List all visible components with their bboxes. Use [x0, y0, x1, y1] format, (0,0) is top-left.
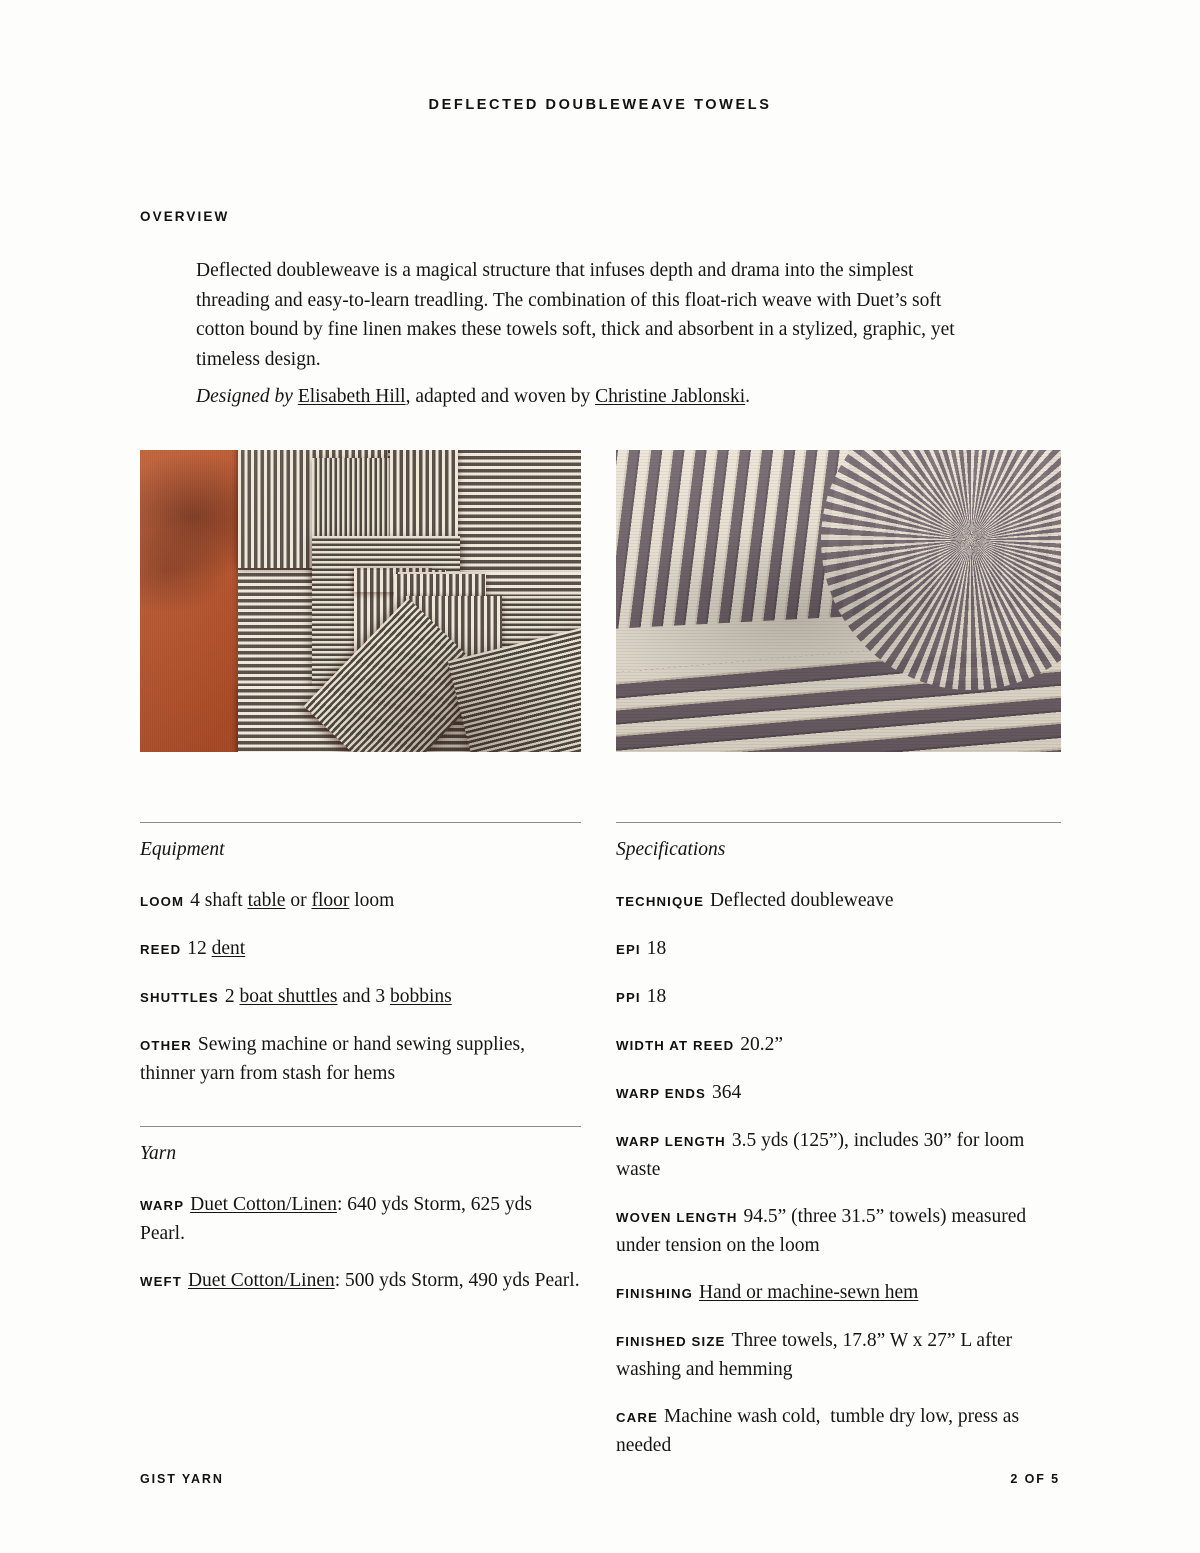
spec-value-text: Deflected doubleweave	[710, 890, 894, 911]
spec-value-text: : 640 yds Storm, 625 yds Pearl.	[140, 1194, 537, 1244]
credit-designer-link[interactable]: Elisabeth Hill	[297, 386, 406, 407]
spec-value-text: loom	[349, 890, 395, 911]
credit-middle: , adapted and woven by	[405, 386, 596, 407]
spec-row-value	[190, 890, 394, 911]
spec-value-link[interactable]: table	[247, 890, 286, 911]
spec-row	[140, 887, 581, 916]
weave-macro-photo	[616, 450, 1061, 752]
spec-value-text: 3.5 yds (125”), includes 30” for loom waste	[616, 1130, 1030, 1180]
spec-row	[616, 1079, 1061, 1108]
spec-row	[140, 983, 581, 1012]
spec-row-key: WARP LENGTH	[616, 1134, 726, 1149]
spec-value-text: 18	[646, 986, 667, 1007]
spec-value-link[interactable]: bobbins	[390, 986, 452, 1007]
spec-row-key: WARP ENDS	[616, 1086, 706, 1101]
spec-value-link[interactable]: Duet Cotton/Linen	[187, 1270, 335, 1291]
spec-row	[616, 1031, 1061, 1060]
credit-weaver-link[interactable]: Christine Jablonski	[595, 386, 746, 407]
spec-row-value	[140, 1194, 537, 1244]
spec-row-key: WARP	[140, 1198, 185, 1213]
spec-row	[616, 1203, 1061, 1260]
page-title: DEFLECTED DOUBLEWEAVE TOWELS	[428, 97, 772, 113]
spec-row	[140, 1267, 581, 1296]
spec-row-value	[699, 1282, 918, 1303]
spec-value-text: 364	[711, 1082, 742, 1103]
spec-row	[616, 1279, 1061, 1308]
spec-row-value	[647, 938, 667, 959]
equipment-title: Equipment	[140, 839, 225, 860]
yarn-divider	[140, 1126, 581, 1127]
towels-flatlay-photo	[140, 450, 581, 752]
spec-row-value	[710, 890, 894, 911]
spec-row-value	[188, 1270, 580, 1291]
spec-value-link[interactable]: Duet Cotton/Linen	[190, 1194, 337, 1215]
footer-page-number: 2 OF 5	[1010, 1472, 1060, 1486]
spec-value-link[interactable]: floor	[311, 890, 350, 911]
spec-value-text: 4 shaft	[190, 890, 248, 911]
yarn-title: Yarn	[140, 1143, 177, 1164]
yarn-list	[140, 1191, 581, 1296]
spec-row-key: REED	[140, 942, 182, 957]
credit-prefix: Designed by	[196, 386, 298, 407]
equipment-column	[140, 822, 581, 1088]
equipment-list	[140, 887, 581, 1088]
specifications-list	[616, 887, 1061, 1460]
spec-row	[616, 983, 1061, 1012]
spec-row-key: LOOM	[140, 894, 185, 909]
spec-value-text: 18	[646, 938, 667, 959]
spec-row-value	[225, 986, 452, 1007]
spec-row-value	[616, 1406, 1024, 1456]
overview-paragraph-text: Deflected doubleweave is a magical structure that infuses depth and drama into the simplest threading and easy-to-learn treadling. The combination of this float-rich weave with Duet’s soft cotton bound by fine linen makes these towels soft, thick and absorbent in a stylized, graphic, yet timeless design.	[196, 260, 955, 370]
spec-row	[616, 887, 1061, 916]
spec-row	[140, 935, 581, 964]
spec-value-text: : 500 yds Storm, 490 yds Pearl.	[334, 1270, 580, 1291]
spec-row-key: EPI	[616, 942, 641, 957]
spec-value-link[interactable]: dent	[211, 938, 246, 959]
weave-shading-overlay	[616, 450, 1061, 752]
yarn-column	[140, 1126, 581, 1296]
specifications-divider	[616, 822, 1061, 823]
spec-value-text: Three towels, 17.8” W x 27” L after washing and hemming	[616, 1330, 1018, 1380]
spec-row-key: SHUTTLES	[140, 990, 219, 1005]
spec-row	[616, 1127, 1061, 1184]
spec-row-value	[712, 1082, 741, 1103]
spec-row-key: FINISHED SIZE	[616, 1334, 726, 1349]
footer-brand: GIST YARN	[140, 1472, 224, 1486]
spec-row	[616, 935, 1061, 964]
design-credit	[196, 383, 986, 411]
specifications-column	[616, 822, 1061, 1460]
spec-row-key: WOVEN LENGTH	[616, 1210, 738, 1225]
spec-row	[140, 1191, 581, 1248]
spec-row-key: CARE	[616, 1410, 658, 1425]
spec-value-text: 2	[224, 986, 240, 1007]
spec-row-key: OTHER	[140, 1038, 192, 1053]
specifications-title: Specifications	[616, 839, 726, 860]
equipment-divider	[140, 822, 581, 823]
spec-row	[616, 1327, 1061, 1384]
spec-row-value	[187, 938, 245, 959]
spec-row-key: WIDTH AT REED	[616, 1038, 735, 1053]
spec-row-key: PPI	[616, 990, 641, 1005]
overview-paragraph	[196, 256, 966, 374]
spec-value-text: Sewing machine or hand sewing supplies, thinner yarn from stash for hems	[140, 1034, 530, 1084]
credit-suffix: .	[745, 386, 751, 407]
spec-value-text: 20.2”	[740, 1034, 784, 1055]
overview-heading: OVERVIEW	[140, 209, 230, 224]
spec-value-link[interactable]: Hand or machine-sewn hem	[699, 1282, 919, 1303]
spec-value-link[interactable]: boat shuttles	[239, 986, 338, 1007]
spec-row-key: WEFT	[140, 1274, 182, 1289]
spec-row-key: FINISHING	[616, 1286, 694, 1301]
spec-row-key: TECHNIQUE	[616, 894, 705, 909]
spec-value-text: Machine wash cold, tumble dry low, press as needed	[616, 1406, 1024, 1456]
page-footer	[140, 1472, 1060, 1486]
spec-value-text: and 3	[337, 986, 391, 1007]
spec-row	[140, 1031, 581, 1088]
spec-row-value	[647, 986, 667, 1007]
spec-value-text: or	[285, 890, 312, 911]
spec-value-text: 94.5” (three 31.5” towels) measured under tension on the loom	[616, 1206, 1032, 1256]
spec-row-value	[740, 1034, 783, 1055]
spec-row	[616, 1403, 1061, 1460]
spec-value-text: 12	[187, 938, 212, 959]
spec-row-value	[140, 1034, 530, 1084]
